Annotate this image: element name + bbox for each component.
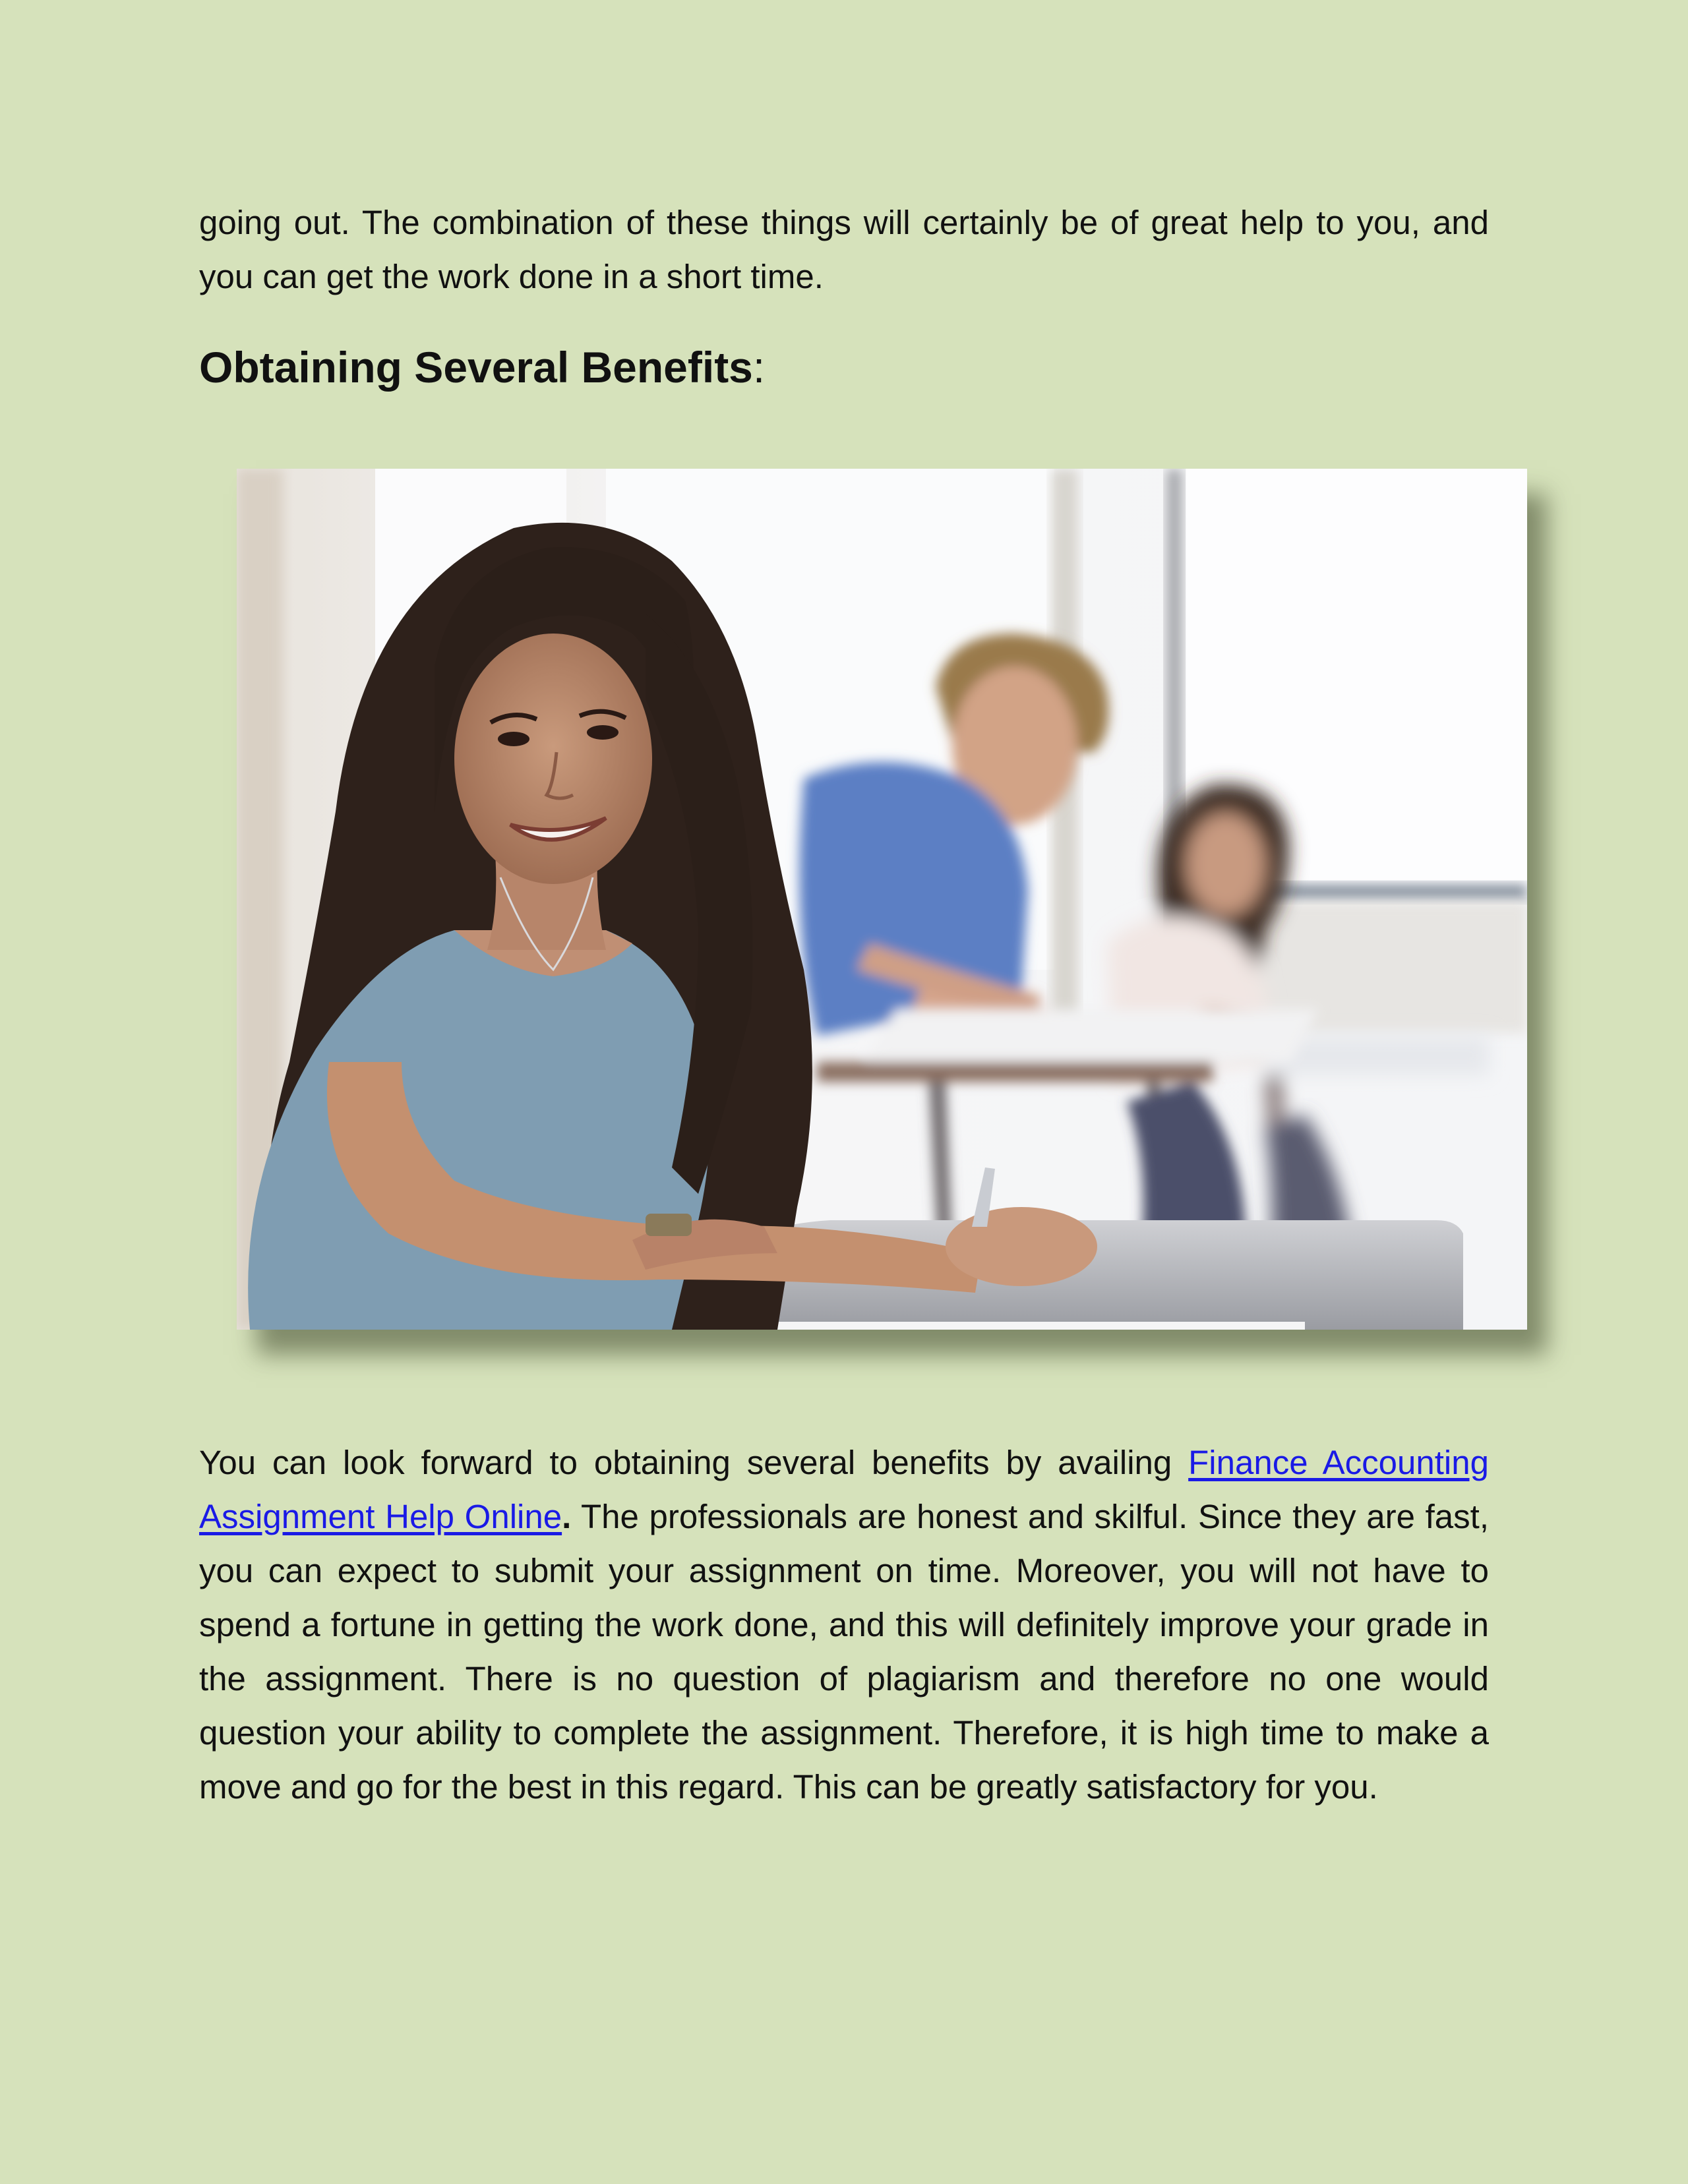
section-heading-text: Obtaining Several Benefits — [199, 343, 753, 392]
section-heading — [199, 338, 765, 397]
body-bold-period: . — [562, 1498, 572, 1535]
intro-paragraph: going out. The combination of these things will certainly be of great help to you, and you can get the work done in a short time. — [199, 204, 1489, 295]
finance-accounting-help-link[interactable]: Finance Accounting Assignment Help Online — [199, 1444, 1489, 1535]
section-heading-colon: : — [752, 343, 766, 392]
classroom-photo — [237, 469, 1527, 1330]
body-text-after-link: The professionals are honest and skilful. Since they are fast, you can expect to submit your assignment on time. Moreover, you will not have to spend a fortune in getting the work done, and this will definitely improve your grade in the assignment. There is no question of plagiarism and therefore no one would question your ability to complete the assignment. Therefore, it is high time to make a move and go for the best in this regard. This can be greatly satisfactory for you. — [199, 1498, 1490, 1806]
body-paragraph — [199, 1436, 1489, 1814]
body-text-before-link: You can look forward to obtaining several benefits by availing — [199, 1444, 1189, 1481]
